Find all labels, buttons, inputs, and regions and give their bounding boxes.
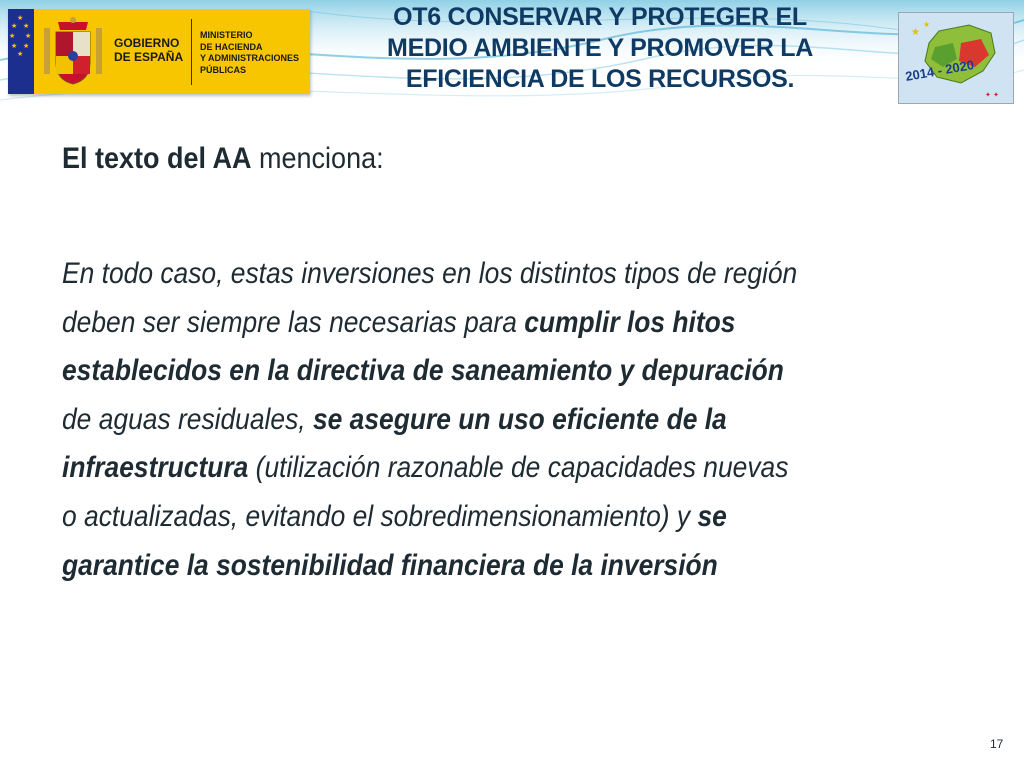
paragraph-line bbox=[62, 299, 942, 348]
paragraph-line bbox=[62, 542, 942, 591]
main-paragraph bbox=[62, 250, 942, 590]
coat-of-arms-icon bbox=[38, 14, 108, 94]
intro-rest: menciona: bbox=[251, 142, 384, 175]
body-text: En todo caso, estas inversiones en los distintos tipos de región bbox=[62, 257, 798, 290]
body-text: (utilización razonable de capacidades nuevas bbox=[248, 451, 789, 485]
svg-text:★: ★ bbox=[923, 20, 931, 29]
page-number: 17 bbox=[990, 737, 1004, 751]
paragraph-line bbox=[62, 396, 942, 445]
gobierno-text: GOBIERNO DE ESPAÑA bbox=[114, 36, 184, 64]
emphasis-text: se bbox=[697, 499, 727, 533]
body-text: o actualizadas, evitando el sobredimensionamiento) y bbox=[62, 499, 698, 533]
ministerio-text: MINISTERIO DE HACIENDA Y ADMINISTRACIONES PÚBLICAS bbox=[200, 30, 300, 75]
paragraph-line bbox=[62, 444, 942, 493]
period-label: 2014 - 2020 bbox=[904, 57, 976, 84]
emphasis-text: establecidos en la directiva de saneamiento y depuración bbox=[62, 354, 784, 388]
body-text: de aguas residuales, bbox=[62, 402, 313, 436]
emphasis-text: se asegure un uso eficiente de la bbox=[312, 402, 727, 436]
body-text: deben ser siempre las necesarias para bbox=[62, 305, 525, 339]
spain-map-icon bbox=[899, 13, 1013, 103]
paragraph-line bbox=[62, 250, 942, 299]
paragraph-line bbox=[62, 493, 942, 542]
svg-text:✦ ✦: ✦ ✦ bbox=[985, 91, 999, 99]
period-2014-2020-logo bbox=[898, 12, 1014, 104]
intro-bold: El texto del AA bbox=[62, 142, 252, 175]
eu-flag-strip: ★ ★ ★ ★ ★ ★ ★ ★ bbox=[8, 9, 34, 94]
emphasis-text: cumplir los hitos bbox=[524, 305, 736, 339]
slide-title: OT6 CONSERVAR Y PROTEGER EL MEDIO AMBIENTE Y PROMOVER LA EFICIENCIA DE LOS RECURSOS. bbox=[387, 3, 813, 93]
svg-text:★: ★ bbox=[911, 27, 920, 38]
emphasis-text: infraestructura bbox=[62, 451, 249, 485]
intro-text bbox=[62, 137, 890, 181]
paragraph-line bbox=[62, 347, 942, 396]
emphasis-text: garantice la sostenibilidad financiera de la inversión bbox=[62, 548, 718, 582]
logo-divider bbox=[191, 19, 192, 85]
gobierno-espana-logo bbox=[8, 9, 310, 94]
